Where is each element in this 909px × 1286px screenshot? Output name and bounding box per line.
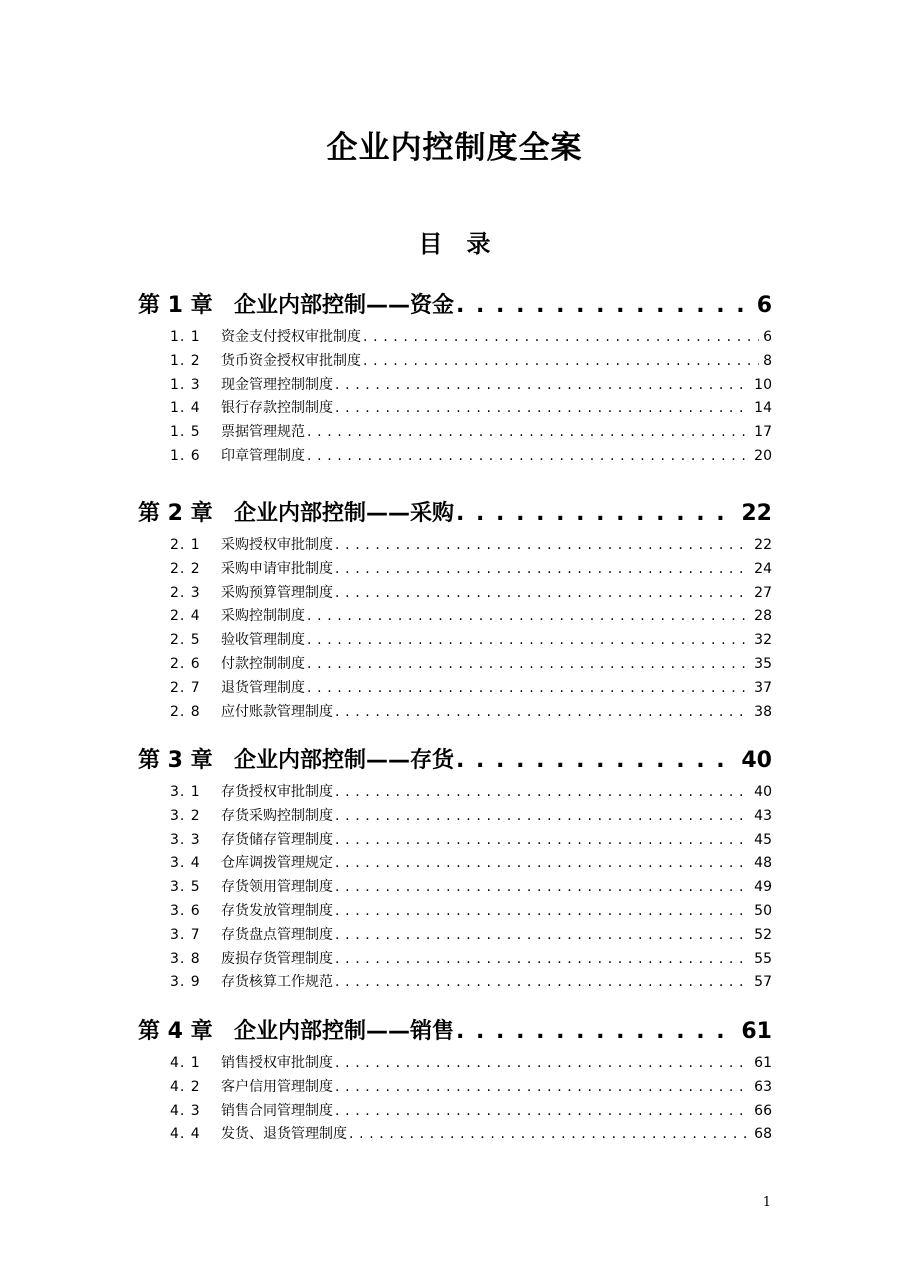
- toc-section-1-3[interactable]: [170, 374, 772, 396]
- toc-section-3-6[interactable]: [170, 900, 772, 922]
- section-page: 63: [754, 1078, 772, 1095]
- dot-leader: [335, 704, 750, 720]
- section-page: 20: [754, 448, 772, 464]
- section-page: 32: [754, 632, 772, 649]
- section-title: 应付账款管理制度: [221, 703, 333, 720]
- toc-section-2-1[interactable]: [170, 534, 772, 556]
- dot-leader: [349, 1126, 750, 1142]
- chapter-title: 企业内部控制——存货: [234, 748, 455, 773]
- dot-leader: [307, 608, 750, 624]
- section-number: 3. 4: [170, 855, 201, 872]
- section-page: 37: [754, 679, 772, 696]
- dot-leader: [363, 353, 759, 369]
- section-page: 50: [754, 903, 772, 919]
- chapter-number: 第 2 章: [138, 501, 213, 526]
- section-number: 1. 6: [170, 448, 201, 464]
- toc-section-1-1[interactable]: [170, 326, 772, 348]
- section-number: 4. 2: [170, 1078, 201, 1095]
- dot-leader: [335, 879, 750, 895]
- section-number: 4. 4: [170, 1126, 201, 1143]
- section-page: 48: [754, 855, 772, 872]
- toc-section-4-1[interactable]: [170, 1052, 772, 1074]
- section-page: 49: [754, 879, 772, 896]
- section-title: 存货储存管理制度: [221, 831, 333, 848]
- section-page: 27: [754, 584, 772, 601]
- section-number: 3. 3: [170, 831, 201, 848]
- section-page: 8: [763, 352, 772, 369]
- section-title: 发货、退货管理制度: [221, 1126, 347, 1143]
- section-page: 22: [754, 537, 772, 553]
- section-page: 10: [754, 376, 772, 393]
- section-page: 17: [754, 424, 772, 441]
- chapter-page: 61: [741, 1019, 772, 1044]
- toc-section-2-2[interactable]: [170, 558, 772, 580]
- dot-leader: [335, 927, 750, 943]
- section-number: 3. 9: [170, 974, 201, 991]
- section-page: 61: [754, 1055, 772, 1071]
- section-number: 4. 1: [170, 1055, 201, 1071]
- toc-section-4-3[interactable]: [170, 1100, 772, 1122]
- dot-leader: [456, 501, 737, 526]
- section-page: 57: [754, 974, 772, 991]
- section-title: 采购申请审批制度: [221, 560, 333, 577]
- section-title: 货币资金授权审批制度: [221, 352, 361, 369]
- dot-leader: [307, 632, 750, 648]
- section-page: 14: [754, 400, 772, 417]
- section-page: 52: [754, 926, 772, 943]
- dot-leader: [335, 377, 750, 393]
- section-number: 2. 2: [170, 560, 201, 577]
- toc-section-2-3[interactable]: [170, 582, 772, 604]
- section-title: 客户信用管理制度: [221, 1078, 333, 1095]
- section-number: 1. 2: [170, 352, 201, 369]
- section-number: 2. 6: [170, 656, 201, 672]
- toc-section-2-6[interactable]: [170, 653, 772, 675]
- section-number: 1. 5: [170, 424, 201, 441]
- dot-leader: [335, 1055, 750, 1071]
- chapter-number: 第 1 章: [138, 293, 213, 318]
- section-title: 存货核算工作规范: [221, 974, 333, 991]
- chapter-title: 企业内部控制——销售: [234, 1019, 455, 1044]
- dot-leader: [456, 293, 753, 318]
- section-page: 28: [754, 608, 772, 625]
- toc-chapter-4[interactable]: [138, 1014, 772, 1048]
- dot-leader: [335, 784, 750, 800]
- section-page: 68: [754, 1126, 772, 1143]
- toc-section-2-8[interactable]: [170, 701, 772, 723]
- toc-section-2-7[interactable]: [170, 677, 772, 699]
- section-page: 45: [754, 831, 772, 848]
- dot-leader: [456, 1019, 737, 1044]
- section-title: 采购授权审批制度: [221, 537, 333, 553]
- chapter-title: 企业内部控制——资金: [234, 293, 455, 318]
- dot-leader: [335, 1103, 750, 1119]
- section-number: 2. 3: [170, 584, 201, 601]
- toc-section-4-4[interactable]: [170, 1123, 772, 1145]
- toc-section-2-5[interactable]: [170, 629, 772, 651]
- dot-leader: [307, 656, 750, 672]
- dot-leader: [335, 585, 750, 601]
- dot-leader: [335, 1079, 750, 1095]
- section-page: 66: [754, 1102, 772, 1119]
- dot-leader: [363, 329, 759, 345]
- section-title: 仓库调拨管理规定: [221, 855, 333, 872]
- toc-chapter-2[interactable]: [138, 496, 772, 530]
- dot-leader: [335, 855, 750, 871]
- section-number: 3. 2: [170, 807, 201, 824]
- section-title: 退货管理制度: [221, 679, 305, 696]
- section-title: 存货授权审批制度: [221, 784, 333, 800]
- section-number: 3. 8: [170, 950, 201, 967]
- dot-leader: [335, 903, 750, 919]
- chapter-number: 第 3 章: [138, 748, 213, 773]
- section-number: 2. 5: [170, 632, 201, 649]
- dot-leader: [335, 400, 750, 416]
- section-number: 1. 1: [170, 329, 201, 345]
- section-number: 2. 8: [170, 703, 201, 720]
- section-number: 2. 7: [170, 679, 201, 696]
- dot-leader: [335, 832, 750, 848]
- section-title: 验收管理制度: [221, 632, 305, 649]
- chapter-number: 第 4 章: [138, 1019, 213, 1044]
- section-number: 3. 7: [170, 926, 201, 943]
- dot-leader: [456, 748, 737, 773]
- section-number: 3. 1: [170, 784, 201, 800]
- dot-leader: [335, 561, 750, 577]
- section-title: 票据管理规范: [221, 424, 305, 441]
- section-title: 存货领用管理制度: [221, 879, 333, 896]
- section-number: 2. 4: [170, 608, 201, 625]
- section-number: 1. 3: [170, 376, 201, 393]
- section-title: 存货采购控制制度: [221, 807, 333, 824]
- document-title: 企业内控制度全案: [326, 130, 583, 166]
- section-title: 付款控制制度: [221, 656, 305, 672]
- section-title: 现金管理控制制度: [221, 376, 333, 393]
- dot-leader: [335, 951, 750, 967]
- dot-leader: [335, 974, 750, 990]
- toc-section-3-9[interactable]: [170, 971, 772, 993]
- chapter-page: 22: [741, 501, 772, 526]
- toc-section-3-1[interactable]: [170, 781, 772, 803]
- toc-section-3-8[interactable]: [170, 948, 772, 970]
- section-number: 3. 6: [170, 903, 201, 919]
- chapter-page: 40: [741, 748, 772, 773]
- section-title: 销售授权审批制度: [221, 1055, 333, 1071]
- dot-leader: [335, 808, 750, 824]
- toc-section-2-4[interactable]: [170, 605, 772, 627]
- toc-chapter-3[interactable]: [138, 743, 772, 777]
- toc-section-3-5[interactable]: [170, 876, 772, 898]
- dot-leader: [307, 424, 750, 440]
- chapter-page: 6: [756, 293, 772, 318]
- section-page: 24: [754, 560, 772, 577]
- section-title: 采购预算管理制度: [221, 584, 333, 601]
- dot-leader: [307, 680, 750, 696]
- toc-section-3-3[interactable]: [170, 829, 772, 851]
- section-title: 存货盘点管理制度: [221, 926, 333, 943]
- section-number: 2. 1: [170, 537, 201, 553]
- toc-section-1-5[interactable]: [170, 421, 772, 443]
- page-number: 1: [762, 1195, 771, 1210]
- section-title: 资金支付授权审批制度: [221, 329, 361, 345]
- toc-section-1-4[interactable]: [170, 397, 772, 419]
- section-page: 55: [754, 950, 772, 967]
- section-number: 4. 3: [170, 1102, 201, 1119]
- toc-section-1-6[interactable]: [170, 445, 772, 467]
- section-number: 3. 5: [170, 879, 201, 896]
- section-page: 35: [754, 656, 772, 672]
- section-title: 废损存货管理制度: [221, 950, 333, 967]
- section-page: 40: [754, 784, 772, 800]
- section-page: 43: [754, 807, 772, 824]
- toc-heading: 目 录: [418, 230, 491, 258]
- section-number: 1. 4: [170, 400, 201, 417]
- toc-section-4-2[interactable]: [170, 1076, 772, 1098]
- section-page: 38: [754, 703, 772, 720]
- section-title: 存货发放管理制度: [221, 903, 333, 919]
- section-title: 印章管理制度: [221, 448, 305, 464]
- section-title: 采购控制制度: [221, 608, 305, 625]
- toc-section-3-4[interactable]: [170, 852, 772, 874]
- dot-leader: [335, 537, 750, 553]
- section-page: 6: [763, 329, 772, 345]
- dot-leader: [307, 448, 750, 464]
- section-title: 销售合同管理制度: [221, 1102, 333, 1119]
- toc-section-3-7[interactable]: [170, 924, 772, 946]
- toc-section-3-2[interactable]: [170, 805, 772, 827]
- toc-chapter-1[interactable]: [138, 288, 772, 322]
- toc-section-1-2[interactable]: [170, 350, 772, 372]
- chapter-title: 企业内部控制——采购: [234, 501, 455, 526]
- section-title: 银行存款控制制度: [221, 400, 333, 417]
